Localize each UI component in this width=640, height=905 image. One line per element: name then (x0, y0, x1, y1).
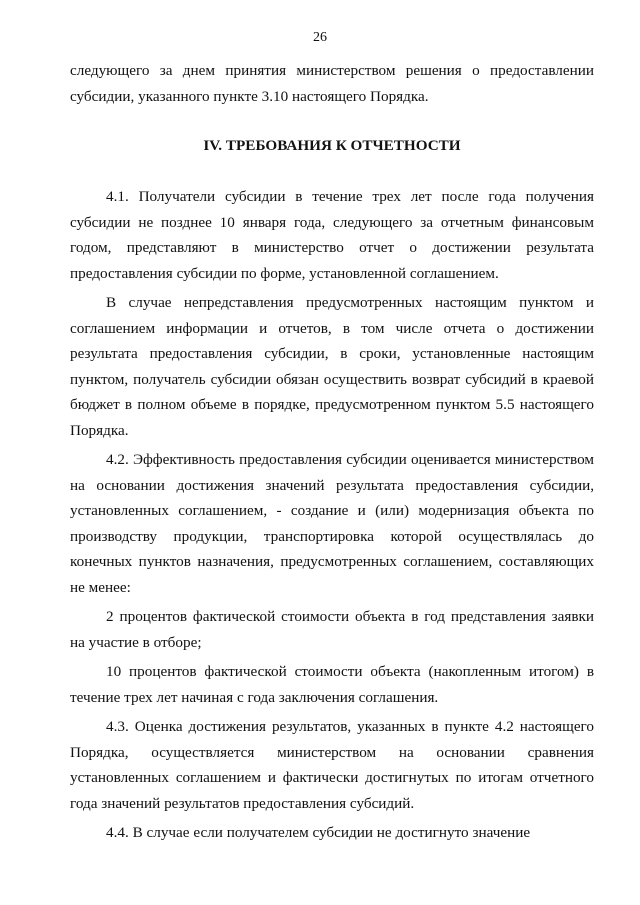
paragraph-4-2: 4.2. Эффективность предоставления субсидии оценивается министерством на основании достижения значений результата предоставления субсидии, установленных соглашением, - создание и (или) модернизация объекта по производству продукции, транспортировка которой осуществлялась до конечных пунктов назначения, предусмотренных соглашением, составляющих не менее: (70, 451, 594, 596)
paragraph-two-percent: 2 процентов фактической стоимости объекта в год представления заявки на участие в отборе; (70, 608, 594, 651)
paragraph-ten-percent: 10 процентов фактической стоимости объекта (накопленным итогом) в течение трех лет начиная с года заключения соглашения. (70, 663, 594, 706)
intro-paragraph: следующего за днем принятия министерством решения о предоставлении субсидии, указанного пункте 3.10 настоящего Порядка. (70, 62, 594, 105)
paragraph-4-4: 4.4. В случае если получателем субсидии не достигнуто значение (106, 824, 531, 841)
paragraph-non-submission: В случае непредставления предусмотренных настоящим пунктом и соглашением информации и отчетов, в том числе отчета о достижении результата предоставления субсидии, в сроки, установленные настоящим пунктом, получатель субсидии обязан осуществить возврат субсидий в краевой бюджет в полном объеме в порядке, предусмотренном пунктом 5.5 настоящего Порядка. (70, 294, 594, 439)
paragraph-4-1: 4.1. Получатели субсидии в течение трех лет после года получения субсидии не позднее 10 января года, следующего за отчетным финансовым годом, представляют в министерство отчет о достижении результата предоставления субсидии по форме, установленной соглашением. (70, 188, 594, 282)
page-number: 26 (313, 30, 327, 45)
section-title: IV. ТРЕБОВАНИЯ К ОТЧЕТНОСТИ (203, 137, 461, 154)
document-body (70, 58, 594, 846)
paragraph-4-3: 4.3. Оценка достижения результатов, указанных в пункте 4.2 настоящего Порядка, осуществляется министерством на основании сравнения установленных соглашением и фактически достигнутых по итогам отчетного года значений результатов предоставления субсидий. (70, 718, 594, 812)
